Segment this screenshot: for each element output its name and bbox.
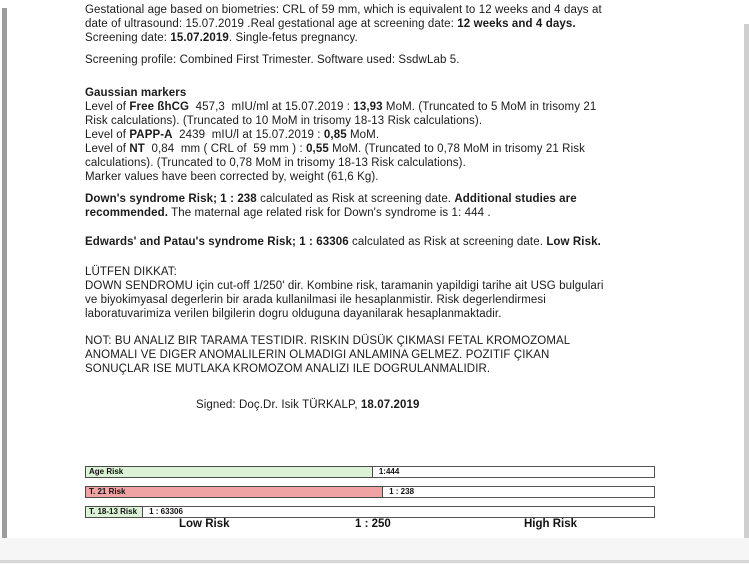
risk-bar-chart xyxy=(85,466,655,520)
text-line: Signed: Doç.Dr. Isik TÜRKALP, 18.07.2019 xyxy=(196,399,420,411)
text-line: laboratuvarimiza verilen bilgilerin dogru olduguna dayanilarak hesaplanmaktadir. xyxy=(85,308,502,320)
text-line: Level of Free ßhCG 457,3 mIU/ml at 15.07.2019 : 13,93 MoM. (Truncated to 5 MoM in trisomy 21 xyxy=(85,101,597,113)
para-downs-risk xyxy=(85,192,675,220)
axis-high-risk-label: High Risk xyxy=(524,518,578,530)
risk-row-1 xyxy=(85,466,655,478)
risk-row-label: Age Risk xyxy=(89,467,124,476)
text-line: Level of PAPP-A 2439 mIU/l at 15.07.2019 : 0,85 MoM. xyxy=(85,129,380,141)
signature-line xyxy=(196,398,749,412)
para-screening-profile xyxy=(85,53,675,67)
para-edwards-patau-risk xyxy=(85,235,675,249)
scan-edge-bottom-line xyxy=(0,560,749,563)
para-turkish-notice xyxy=(85,265,675,321)
risk-row-label: T. 21 Risk xyxy=(89,487,126,496)
text-line: date of ultrasound: 15.07.2019 .Real gestational age at screening date: 12 weeks and 4 days. xyxy=(85,18,576,30)
risk-row-2 xyxy=(85,486,655,498)
risk-bar xyxy=(85,466,373,478)
risk-row-3 xyxy=(85,506,655,518)
risk-bar xyxy=(85,486,383,498)
text-line: ve biyokimyasal degerlerin bir arada kullanilmasi ile hesaplanmistir. Risk degerlendirmesi xyxy=(85,294,546,306)
risk-row-value: 1 : 238 xyxy=(389,487,415,496)
text-line: calculations). (Truncated to 0,78 MoM in trisomy 18-13 Risk calculations). xyxy=(85,157,466,169)
text-line: Risk calculations). (Truncated to 10 MoM in trisomy 18-13 Risk calculations). xyxy=(85,115,483,127)
text-line: DOWN SENDROMU için cut-off 1/250' dir. Kombine risk, taramanin yapildigi tarihe ait USG bulgulari xyxy=(85,280,604,292)
risk-row-value: 1 : 63306 xyxy=(149,507,183,516)
text-line: ANOMALI VE DIGER ANOMALILERIN OLMADIGI ANLAMINA GELMEZ. POZITIF ÇIKAN xyxy=(85,349,550,361)
text-line: Down's syndrome Risk; 1 : 238 calculated as Risk at screening date. Additional studies are xyxy=(85,193,577,205)
text-line: Edwards' and Patau's syndrome Risk; 1 : 63306 calculated as Risk at screening date. Low Risk. xyxy=(85,236,601,248)
para-gestational-age xyxy=(85,3,675,45)
text-line: recommended. The maternal age related risk for Down's syndrome is 1: 444 . xyxy=(85,207,491,219)
axis-cutoff-label: 1 : 250 xyxy=(355,518,391,530)
text-line: Screening profile: Combined First Trimester. Software used: SsdwLab 5. xyxy=(85,54,460,66)
text-line: LÜTFEN DIKKAT: xyxy=(85,266,177,278)
para-gaussian-markers xyxy=(85,86,675,184)
text-line: Gestational age based on biometries: CRL of 59 mm, which is equivalent to 12 weeks and 4 days at xyxy=(85,4,602,16)
axis-low-risk-label: Low Risk xyxy=(179,518,230,530)
text-line: SONUÇLAR ISE MUTLAKA KROMOZOM ANALIZI ILE DOGRULANMALIDIR. xyxy=(85,363,491,375)
text-line: Screening date: 15.07.2019. Single-fetus pregnancy. xyxy=(85,32,358,44)
text-line: Level of NT 0,84 mm ( CRL of 59 mm ) : 0,55 MoM. (Truncated to 0,78 MoM in trisomy 21 Risk xyxy=(85,143,585,155)
text-line: Gaussian markers xyxy=(85,87,187,99)
scan-edge-right xyxy=(744,24,749,564)
risk-row-value: 1:444 xyxy=(378,467,400,476)
text-line: NOT: BU ANALIZ BIR TARAMA TESTIDIR. RISKIN DÜSÜK ÇIKMASI FETAL KROMOZOMAL xyxy=(85,335,571,347)
risk-row-label: T. 18-13 Risk xyxy=(89,507,138,516)
para-turkish-note xyxy=(85,334,675,376)
text-line: Marker values have been corrected by, weight (61,6 Kg). xyxy=(85,171,379,183)
scan-edge-left xyxy=(2,8,7,564)
